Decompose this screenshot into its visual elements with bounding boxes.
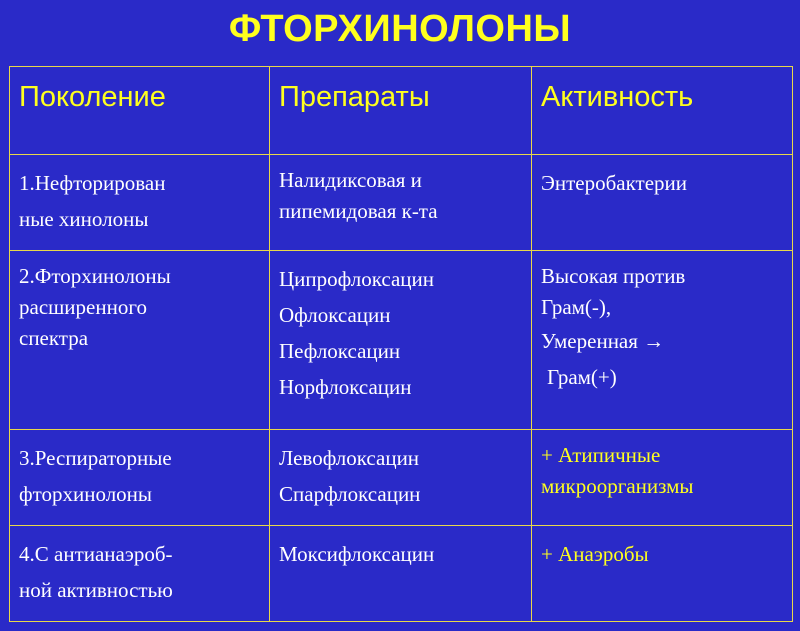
activity-line: микроорганизмы (541, 474, 694, 498)
activity-cell (532, 526, 793, 622)
generation-cell (10, 155, 270, 251)
activity-line: Энтеробактерии (541, 171, 688, 195)
header-cell-generation (10, 67, 270, 155)
generation-line: ные хинолоны (19, 207, 149, 231)
header-activity: Активность (541, 81, 694, 113)
activity-cell (532, 155, 793, 251)
header-cell-activity (532, 67, 793, 155)
drug-line: Налидиксовая и (279, 168, 422, 192)
activity-line: + Атипичные (541, 443, 661, 467)
generation-line: 1.Нефторирован (19, 171, 166, 195)
drugs-cell (270, 155, 532, 251)
activity-line: Умеренная → (541, 329, 665, 353)
table-row (10, 155, 793, 251)
header-cell-drugs (270, 67, 532, 155)
table-row (10, 430, 793, 526)
drug-line: Офлоксацин (279, 303, 391, 327)
drug-line: Левофлоксацин (279, 446, 420, 470)
drug-line: пипемидовая к-та (279, 199, 438, 223)
activity-line: Грам(-), (541, 295, 612, 319)
table-header-row (10, 67, 793, 155)
activity-line: Грам(+) (547, 365, 617, 389)
activity-line: + Анаэробы (541, 542, 649, 566)
generation-line: спектра (19, 326, 89, 350)
generation-cell (10, 430, 270, 526)
activity-cell (532, 430, 793, 526)
drugs-cell (270, 251, 532, 430)
table-row (10, 526, 793, 622)
generation-line: фторхинолоны (19, 482, 153, 506)
generation-line: расширенного (19, 295, 147, 319)
activity-line: Высокая против (541, 264, 686, 288)
header-drugs: Препараты (279, 81, 430, 113)
drug-line: Спарфлоксацин (279, 482, 421, 506)
drugs-cell (270, 526, 532, 622)
drug-line: Моксифлоксацин (279, 542, 435, 566)
generation-cell (10, 251, 270, 430)
generation-line: 4.С антианаэроб- (19, 542, 173, 566)
drugs-cell (270, 430, 532, 526)
fluoroquinolones-table (9, 66, 793, 622)
drug-line: Пефлоксацин (279, 339, 401, 363)
page-title: ФТОРХИНОЛОНЫ (228, 8, 572, 50)
generation-line: 3.Респираторные (19, 446, 172, 470)
generation-line: 2.Фторхинолоны (19, 264, 171, 288)
drug-line: Норфлоксацин (279, 375, 412, 399)
generation-line: ной активностью (19, 578, 173, 602)
table-row (10, 251, 793, 430)
generation-cell (10, 526, 270, 622)
drug-line: Ципрофлоксацин (279, 267, 434, 291)
activity-cell (532, 251, 793, 430)
header-generation: Поколение (19, 81, 166, 113)
